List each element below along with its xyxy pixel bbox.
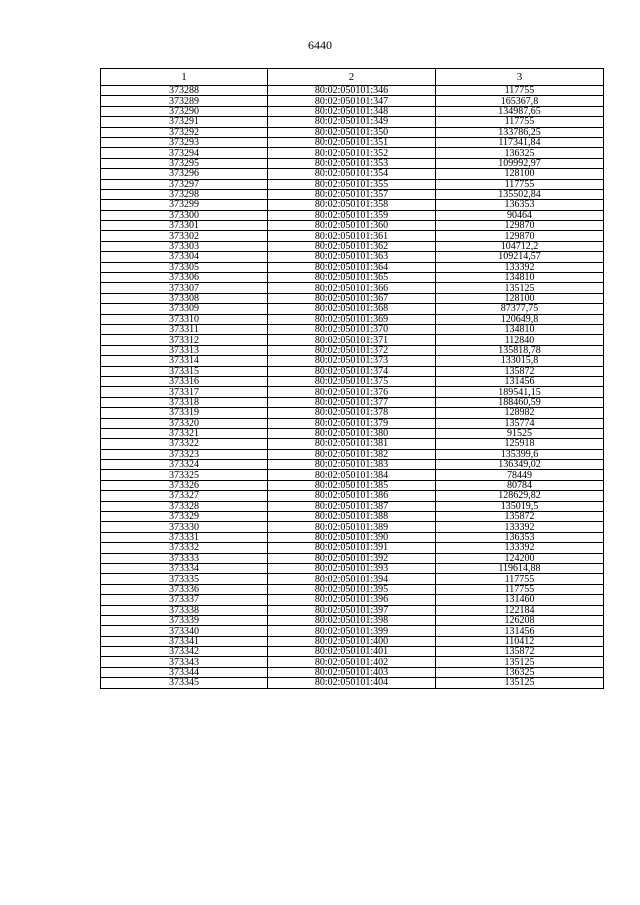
record-number-cell: 373302 bbox=[101, 231, 268, 241]
table-row bbox=[101, 657, 604, 667]
value-cell: 135872 bbox=[436, 366, 604, 376]
cadastral-number-cell: 80:02:050101:366 bbox=[268, 283, 436, 293]
table-row bbox=[101, 615, 604, 625]
record-number-cell: 373330 bbox=[101, 522, 268, 532]
table-row bbox=[101, 252, 604, 262]
record-number-cell: 373306 bbox=[101, 273, 268, 283]
value-cell: 133015,8 bbox=[436, 356, 604, 366]
record-number-cell: 373326 bbox=[101, 480, 268, 490]
record-number-cell: 373340 bbox=[101, 626, 268, 636]
record-number-cell: 373317 bbox=[101, 387, 268, 397]
record-number-cell: 373332 bbox=[101, 543, 268, 553]
cadastral-number-cell: 80:02:050101:398 bbox=[268, 615, 436, 625]
table-row bbox=[101, 106, 604, 116]
value-cell: 117755 bbox=[436, 117, 604, 127]
table-row bbox=[101, 439, 604, 449]
cadastral-number-cell: 80:02:050101:369 bbox=[268, 314, 436, 324]
table-row bbox=[101, 314, 604, 324]
value-cell: 129870 bbox=[436, 231, 604, 241]
table-row bbox=[101, 418, 604, 428]
cadastral-number-cell: 80:02:050101:349 bbox=[268, 117, 436, 127]
cadastral-number-cell: 80:02:050101:377 bbox=[268, 397, 436, 407]
value-cell: 134987,65 bbox=[436, 106, 604, 116]
cadastral-number-cell: 80:02:050101:391 bbox=[268, 543, 436, 553]
record-number-cell: 373342 bbox=[101, 647, 268, 657]
value-cell: 119614,88 bbox=[436, 563, 604, 573]
record-number-cell: 373297 bbox=[101, 179, 268, 189]
value-cell: 104712,2 bbox=[436, 241, 604, 251]
table-row bbox=[101, 356, 604, 366]
value-cell: 133392 bbox=[436, 262, 604, 272]
value-cell: 131456 bbox=[436, 626, 604, 636]
cadastral-number-cell: 80:02:050101:374 bbox=[268, 366, 436, 376]
cadastral-number-cell: 80:02:050101:385 bbox=[268, 480, 436, 490]
record-number-cell: 373314 bbox=[101, 356, 268, 366]
cadastral-number-cell: 80:02:050101:376 bbox=[268, 387, 436, 397]
value-cell: 117755 bbox=[436, 574, 604, 584]
table-row bbox=[101, 304, 604, 314]
table-row bbox=[101, 210, 604, 220]
record-number-cell: 373322 bbox=[101, 439, 268, 449]
record-number-cell: 373321 bbox=[101, 428, 268, 438]
cadastral-number-cell: 80:02:050101:388 bbox=[268, 512, 436, 522]
table-row bbox=[101, 563, 604, 573]
value-cell: 126208 bbox=[436, 615, 604, 625]
table-row bbox=[101, 491, 604, 501]
cadastral-number-cell: 80:02:050101:402 bbox=[268, 657, 436, 667]
value-cell: 135125 bbox=[436, 678, 604, 688]
value-cell: 135818,78 bbox=[436, 345, 604, 355]
table-row bbox=[101, 480, 604, 490]
cadastral-number-cell: 80:02:050101:386 bbox=[268, 491, 436, 501]
value-cell: 188460,59 bbox=[436, 397, 604, 407]
cadastral-number-cell: 80:02:050101:387 bbox=[268, 501, 436, 511]
record-number-cell: 373310 bbox=[101, 314, 268, 324]
cadastral-number-cell: 80:02:050101:394 bbox=[268, 574, 436, 584]
cadastral-number-cell: 80:02:050101:348 bbox=[268, 106, 436, 116]
record-number-cell: 373295 bbox=[101, 158, 268, 168]
record-number-cell: 373333 bbox=[101, 553, 268, 563]
value-cell: 133392 bbox=[436, 543, 604, 553]
cadastral-number-cell: 80:02:050101:371 bbox=[268, 335, 436, 345]
record-number-cell: 373303 bbox=[101, 241, 268, 251]
value-cell: 117755 bbox=[436, 584, 604, 594]
table-row bbox=[101, 221, 604, 231]
table-row bbox=[101, 449, 604, 459]
record-number-cell: 373315 bbox=[101, 366, 268, 376]
cadastral-number-cell: 80:02:050101:390 bbox=[268, 532, 436, 542]
value-cell: 136325 bbox=[436, 148, 604, 158]
value-cell: 133392 bbox=[436, 522, 604, 532]
table-row bbox=[101, 345, 604, 355]
record-number-cell: 373343 bbox=[101, 657, 268, 667]
cadastral-number-cell: 80:02:050101:372 bbox=[268, 345, 436, 355]
table-row bbox=[101, 96, 604, 106]
table-row bbox=[101, 636, 604, 646]
value-cell: 112840 bbox=[436, 335, 604, 345]
record-number-cell: 373298 bbox=[101, 189, 268, 199]
cadastral-number-cell: 80:02:050101:352 bbox=[268, 148, 436, 158]
value-cell: 117755 bbox=[436, 179, 604, 189]
record-number-cell: 373329 bbox=[101, 512, 268, 522]
column-header-3: 3 bbox=[436, 69, 604, 86]
value-cell: 135774 bbox=[436, 418, 604, 428]
table-row bbox=[101, 324, 604, 334]
record-number-cell: 373327 bbox=[101, 491, 268, 501]
record-number-cell: 373337 bbox=[101, 595, 268, 605]
cadastral-number-cell: 80:02:050101:355 bbox=[268, 179, 436, 189]
value-cell: 128982 bbox=[436, 408, 604, 418]
value-cell: 135125 bbox=[436, 657, 604, 667]
table-row bbox=[101, 574, 604, 584]
table-row bbox=[101, 283, 604, 293]
page-number: 6440 bbox=[308, 38, 332, 52]
record-number-cell: 373300 bbox=[101, 210, 268, 220]
value-cell: 136353 bbox=[436, 532, 604, 542]
table-row bbox=[101, 397, 604, 407]
cadastral-number-cell: 80:02:050101:378 bbox=[268, 408, 436, 418]
value-cell: 189541,15 bbox=[436, 387, 604, 397]
record-number-cell: 373292 bbox=[101, 127, 268, 137]
value-cell: 135125 bbox=[436, 283, 604, 293]
cadastral-number-cell: 80:02:050101:350 bbox=[268, 127, 436, 137]
record-number-cell: 373296 bbox=[101, 169, 268, 179]
record-number-cell: 373319 bbox=[101, 408, 268, 418]
record-number-cell: 373344 bbox=[101, 667, 268, 677]
value-cell: 135502,84 bbox=[436, 189, 604, 199]
record-number-cell: 373323 bbox=[101, 449, 268, 459]
value-cell: 135019,5 bbox=[436, 501, 604, 511]
value-cell: 128629,82 bbox=[436, 491, 604, 501]
record-number-cell: 373289 bbox=[101, 96, 268, 106]
table-row bbox=[101, 366, 604, 376]
column-header-2: 2 bbox=[268, 69, 436, 86]
value-cell: 135399,6 bbox=[436, 449, 604, 459]
cadastral-number-cell: 80:02:050101:368 bbox=[268, 304, 436, 314]
record-number-cell: 373291 bbox=[101, 117, 268, 127]
cadastral-number-cell: 80:02:050101:354 bbox=[268, 169, 436, 179]
cadastral-number-cell: 80:02:050101:367 bbox=[268, 293, 436, 303]
table-row bbox=[101, 376, 604, 386]
cadastral-number-cell: 80:02:050101:347 bbox=[268, 96, 436, 106]
table-row bbox=[101, 262, 604, 272]
record-number-cell: 373294 bbox=[101, 148, 268, 158]
cadastral-number-cell: 80:02:050101:404 bbox=[268, 678, 436, 688]
record-number-cell: 373328 bbox=[101, 501, 268, 511]
record-number-cell: 373309 bbox=[101, 304, 268, 314]
column-header-1: 1 bbox=[101, 69, 268, 86]
record-number-cell: 373290 bbox=[101, 106, 268, 116]
value-cell: 135872 bbox=[436, 512, 604, 522]
record-number-cell: 373313 bbox=[101, 345, 268, 355]
table-row bbox=[101, 460, 604, 470]
table-row bbox=[101, 179, 604, 189]
value-cell: 136325 bbox=[436, 667, 604, 677]
table-row bbox=[101, 148, 604, 158]
cadastral-number-cell: 80:02:050101:362 bbox=[268, 241, 436, 251]
cadastral-number-cell: 80:02:050101:395 bbox=[268, 584, 436, 594]
cadastral-number-cell: 80:02:050101:381 bbox=[268, 439, 436, 449]
record-number-cell: 373301 bbox=[101, 221, 268, 231]
table-row bbox=[101, 553, 604, 563]
record-number-cell: 373308 bbox=[101, 293, 268, 303]
table-row bbox=[101, 667, 604, 677]
cadastral-number-cell: 80:02:050101:403 bbox=[268, 667, 436, 677]
value-cell: 117341,84 bbox=[436, 137, 604, 147]
record-number-cell: 373334 bbox=[101, 563, 268, 573]
record-number-cell: 373293 bbox=[101, 137, 268, 147]
value-cell: 124200 bbox=[436, 553, 604, 563]
record-number-cell: 373305 bbox=[101, 262, 268, 272]
record-number-cell: 373288 bbox=[101, 86, 268, 96]
table-row bbox=[101, 428, 604, 438]
value-cell: 128100 bbox=[436, 169, 604, 179]
cadastral-number-cell: 80:02:050101:397 bbox=[268, 605, 436, 615]
table-row bbox=[101, 189, 604, 199]
table-row bbox=[101, 501, 604, 511]
cadastral-number-cell: 80:02:050101:383 bbox=[268, 460, 436, 470]
table-row bbox=[101, 470, 604, 480]
cadastral-number-cell: 80:02:050101:357 bbox=[268, 189, 436, 199]
cadastral-number-cell: 80:02:050101:382 bbox=[268, 449, 436, 459]
record-number-cell: 373304 bbox=[101, 252, 268, 262]
value-cell: 109992,97 bbox=[436, 158, 604, 168]
cadastral-number-cell: 80:02:050101:363 bbox=[268, 252, 436, 262]
cadastral-number-cell: 80:02:050101:361 bbox=[268, 231, 436, 241]
record-number-cell: 373335 bbox=[101, 574, 268, 584]
value-cell: 131456 bbox=[436, 376, 604, 386]
table-row bbox=[101, 595, 604, 605]
table-row bbox=[101, 335, 604, 345]
value-cell: 91525 bbox=[436, 428, 604, 438]
cadastral-number-cell: 80:02:050101:396 bbox=[268, 595, 436, 605]
table-row bbox=[101, 408, 604, 418]
value-cell: 134810 bbox=[436, 273, 604, 283]
value-cell: 125918 bbox=[436, 439, 604, 449]
record-number-cell: 373312 bbox=[101, 335, 268, 345]
cadastral-number-cell: 80:02:050101:379 bbox=[268, 418, 436, 428]
cadastral-number-cell: 80:02:050101:375 bbox=[268, 376, 436, 386]
record-number-cell: 373325 bbox=[101, 470, 268, 480]
cadastral-number-cell: 80:02:050101:392 bbox=[268, 553, 436, 563]
record-number-cell: 373318 bbox=[101, 397, 268, 407]
value-cell: 90464 bbox=[436, 210, 604, 220]
table-row bbox=[101, 241, 604, 251]
table-row bbox=[101, 584, 604, 594]
value-cell: 122184 bbox=[436, 605, 604, 615]
table-row bbox=[101, 273, 604, 283]
record-number-cell: 373336 bbox=[101, 584, 268, 594]
value-cell: 109214,57 bbox=[436, 252, 604, 262]
cadastral-number-cell: 80:02:050101:370 bbox=[268, 324, 436, 334]
cadastral-number-cell: 80:02:050101:384 bbox=[268, 470, 436, 480]
record-number-cell: 373339 bbox=[101, 615, 268, 625]
value-cell: 134810 bbox=[436, 324, 604, 334]
cadastral-number-cell: 80:02:050101:359 bbox=[268, 210, 436, 220]
value-cell: 120649,8 bbox=[436, 314, 604, 324]
table-row bbox=[101, 647, 604, 657]
table-row bbox=[101, 678, 604, 688]
table-row bbox=[101, 543, 604, 553]
value-cell: 80784 bbox=[436, 480, 604, 490]
cadastral-number-cell: 80:02:050101:380 bbox=[268, 428, 436, 438]
value-cell: 165367,8 bbox=[436, 96, 604, 106]
table-row bbox=[101, 200, 604, 210]
cadastral-number-cell: 80:02:050101:358 bbox=[268, 200, 436, 210]
table-row bbox=[101, 137, 604, 147]
record-number-cell: 373311 bbox=[101, 324, 268, 334]
table-body bbox=[101, 86, 604, 689]
value-cell: 131460 bbox=[436, 595, 604, 605]
value-cell: 136349,02 bbox=[436, 460, 604, 470]
table-header-row bbox=[101, 69, 604, 86]
value-cell: 117755 bbox=[436, 86, 604, 96]
cadastral-number-cell: 80:02:050101:351 bbox=[268, 137, 436, 147]
table-row bbox=[101, 387, 604, 397]
cadastral-number-cell: 80:02:050101:364 bbox=[268, 262, 436, 272]
table-row bbox=[101, 522, 604, 532]
cadastral-number-cell: 80:02:050101:373 bbox=[268, 356, 436, 366]
table-row bbox=[101, 169, 604, 179]
table-row bbox=[101, 231, 604, 241]
value-cell: 78449 bbox=[436, 470, 604, 480]
value-cell: 136353 bbox=[436, 200, 604, 210]
cadastral-number-cell: 80:02:050101:353 bbox=[268, 158, 436, 168]
record-number-cell: 373299 bbox=[101, 200, 268, 210]
record-number-cell: 373320 bbox=[101, 418, 268, 428]
record-number-cell: 373324 bbox=[101, 460, 268, 470]
cadastral-number-cell: 80:02:050101:399 bbox=[268, 626, 436, 636]
cadastral-number-cell: 80:02:050101:360 bbox=[268, 221, 436, 231]
value-cell: 128100 bbox=[436, 293, 604, 303]
value-cell: 87377,75 bbox=[436, 304, 604, 314]
table-row bbox=[101, 532, 604, 542]
record-number-cell: 373307 bbox=[101, 283, 268, 293]
table-row bbox=[101, 86, 604, 96]
table-row bbox=[101, 293, 604, 303]
table-row bbox=[101, 512, 604, 522]
value-cell: 135872 bbox=[436, 647, 604, 657]
cadastral-number-cell: 80:02:050101:389 bbox=[268, 522, 436, 532]
table-row bbox=[101, 158, 604, 168]
table-row bbox=[101, 127, 604, 137]
registry-table bbox=[100, 68, 604, 689]
record-number-cell: 373345 bbox=[101, 678, 268, 688]
cadastral-number-cell: 80:02:050101:346 bbox=[268, 86, 436, 96]
table-row bbox=[101, 626, 604, 636]
cadastral-number-cell: 80:02:050101:393 bbox=[268, 563, 436, 573]
cadastral-number-cell: 80:02:050101:365 bbox=[268, 273, 436, 283]
value-cell: 110412 bbox=[436, 636, 604, 646]
table-row bbox=[101, 117, 604, 127]
value-cell: 129870 bbox=[436, 221, 604, 231]
record-number-cell: 373338 bbox=[101, 605, 268, 615]
cadastral-number-cell: 80:02:050101:401 bbox=[268, 647, 436, 657]
table-row bbox=[101, 605, 604, 615]
record-number-cell: 373331 bbox=[101, 532, 268, 542]
record-number-cell: 373341 bbox=[101, 636, 268, 646]
cadastral-number-cell: 80:02:050101:400 bbox=[268, 636, 436, 646]
value-cell: 133786,25 bbox=[436, 127, 604, 137]
record-number-cell: 373316 bbox=[101, 376, 268, 386]
